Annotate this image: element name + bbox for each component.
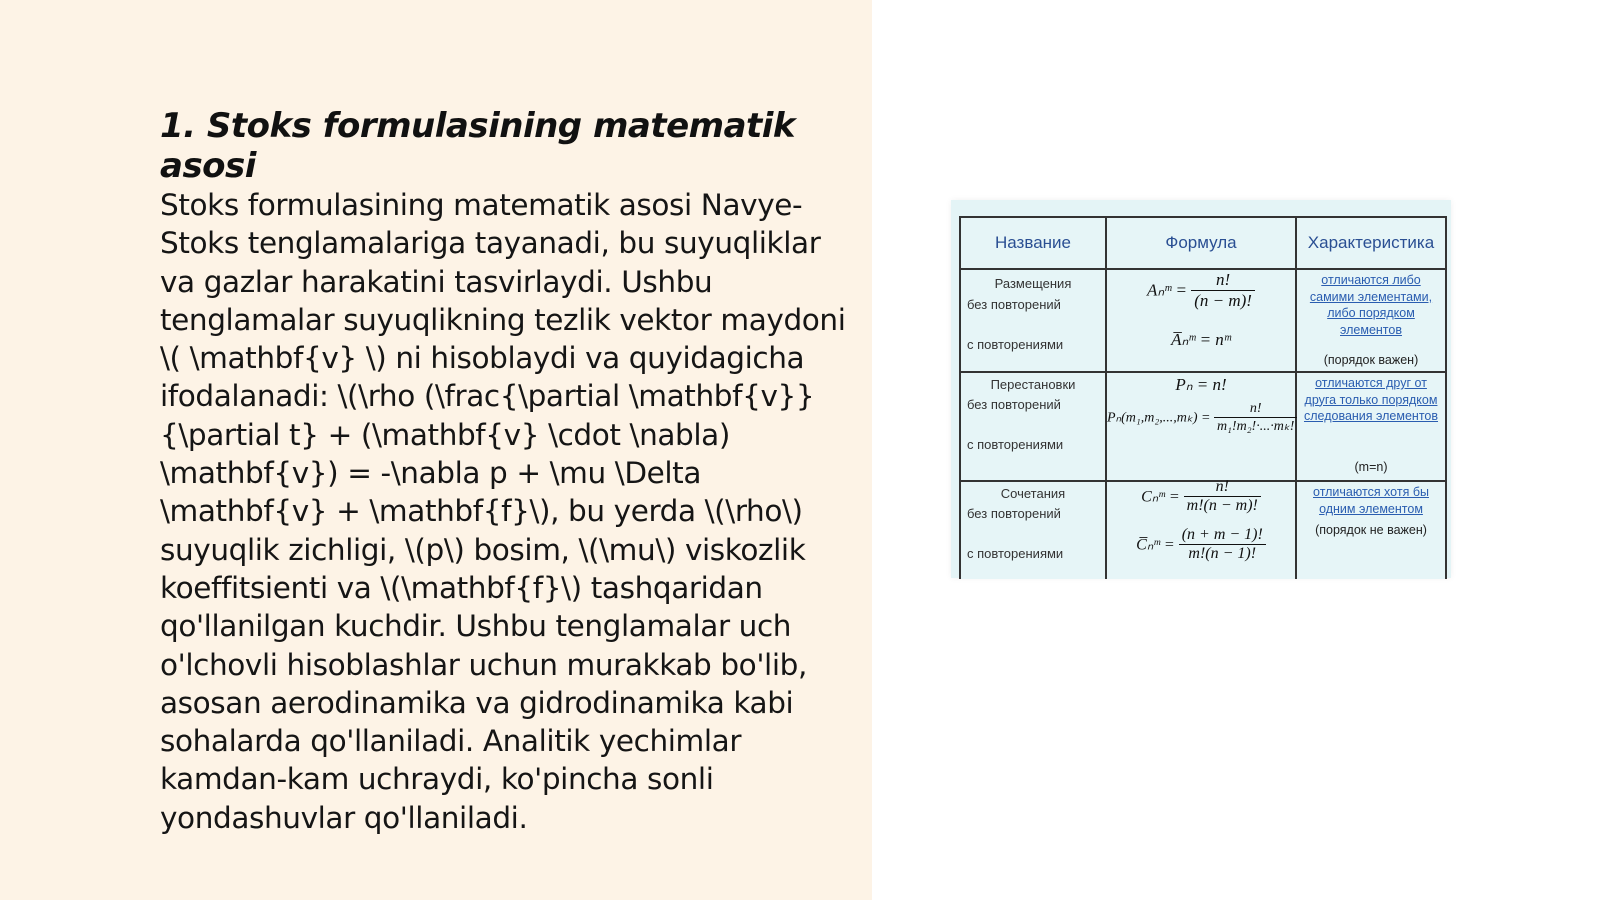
- row-sub-repeat: с повторениями: [967, 337, 1064, 352]
- formula-no-repeat: [1107, 270, 1295, 311]
- combinatorics-table: [959, 216, 1447, 579]
- fraction-numerator: n!: [1215, 478, 1229, 495]
- characteristic-text: отличаются либо самими элементами, либо порядком элементов: [1309, 273, 1433, 337]
- row-sub-no-repeat: без повторений: [967, 506, 1061, 521]
- characteristic-note: (порядок важен): [1323, 353, 1419, 367]
- formula-no-repeat: Pₙ = n!: [1175, 375, 1227, 394]
- formula-lhs: C̅ₙᵐ =: [1136, 536, 1175, 554]
- formula-repeat: [1107, 401, 1295, 435]
- header-name: Название: [960, 217, 1106, 269]
- table-row: [960, 269, 1446, 372]
- formula-cell: [1106, 478, 1296, 579]
- formula-lhs: Cₙᵐ =: [1141, 488, 1180, 506]
- row-title: Сочетания: [1000, 486, 1066, 501]
- formula-lhs: Pₙ(m₁,m₂,...,mₖ) =: [1107, 410, 1211, 426]
- formula-fraction: [1191, 270, 1255, 311]
- characteristic-note: (порядок не важен): [1315, 523, 1427, 537]
- formula-repeat: A̅ₙᵐ = nᵐ: [1171, 330, 1231, 349]
- fraction-numerator: (n + m − 1)!: [1181, 526, 1263, 543]
- row-sub-no-repeat: без повторений: [967, 397, 1061, 412]
- characteristic-cell: [1296, 372, 1446, 481]
- formula-cell: [1106, 269, 1296, 372]
- header-formula: Формула: [1106, 217, 1296, 269]
- name-cell: [960, 372, 1106, 481]
- fraction-numerator: n!: [1216, 270, 1231, 289]
- formula-fraction: [1214, 401, 1298, 435]
- characteristic-cell: [1296, 481, 1446, 579]
- name-cell: [960, 481, 1106, 579]
- row-sub-repeat: с повторениями: [967, 437, 1064, 452]
- fraction-numerator: n!: [1249, 401, 1262, 416]
- fraction-denominator: m!(n − 1)!: [1179, 544, 1266, 563]
- slide-title: 1. Stoks formulasining matematik asosi: [160, 106, 796, 186]
- characteristic-cell: [1296, 269, 1446, 372]
- table-header-row: [960, 217, 1446, 269]
- row-sub-repeat: с повторениями: [967, 546, 1064, 561]
- characteristic-text: отличаются друг от друга только порядком следования элементов: [1303, 376, 1439, 423]
- formula-cell: [1106, 372, 1296, 481]
- formula-fraction: [1184, 478, 1261, 515]
- formula-fraction: [1179, 526, 1266, 563]
- row-title: Перестановки: [990, 377, 1076, 392]
- table-row: [960, 481, 1446, 579]
- characteristic-text: отличаются хотя бы одним элементом: [1313, 485, 1429, 516]
- slide-body-text: Stoks formulasining matematik asosi Navye-Stoks tenglamalariga tayanadi, bu suyuqliklar va gazlar harakatini tasvirlaydi. Ushbu tenglamalar suyuqlikning tezlik vektor maydoni \( \mathbf{v} \) ni hisoblaydi va quyidagicha ifodalanadi: \(\rho (\frac{\partial \mathbf{v}}{\partial t} + (\mathbf{v} \cdot \nabla) \mathbf{v}) = -\nabla p + \mu \Delta \mathbf{v} + \mathbf{f}\), bu yerda \(\rho\) suyuqlik zichligi, \(p\) bosim, \(\mu\) viskozlik koeffitsienti va \(\mathbf{f}\) tashqaridan qo'llanilgan kuchdir. Ushbu tenglamalar uch o'lchovli hisoblashlar uchun murakkab bo'lib, asosan aerodinamika va gidrodinamika kabi sohalarda qo'llaniladi. Analitik yechimlar kamdan-kam uchraydi, ko'pincha sonli yondashuvlar qo'llaniladi.: [160, 188, 846, 835]
- row-sub-no-repeat: без повторений: [967, 297, 1061, 312]
- fraction-denominator: m!(n − m)!: [1184, 496, 1261, 515]
- characteristic-note: (m=n): [1354, 460, 1388, 474]
- formula-repeat: [1107, 526, 1295, 563]
- header-characteristic: Характеристика: [1296, 217, 1446, 269]
- fraction-denominator: (n − m)!: [1191, 290, 1255, 311]
- formula-no-repeat: [1107, 478, 1295, 515]
- name-cell: [960, 269, 1106, 372]
- formula-lhs: Aₙᵐ =: [1147, 280, 1187, 300]
- combinatorics-table-image: [951, 200, 1451, 578]
- row-title: Размещения: [994, 276, 1072, 291]
- table-row: [960, 372, 1446, 481]
- fraction-denominator: m₁!m₂!·...·mₖ!: [1214, 417, 1298, 435]
